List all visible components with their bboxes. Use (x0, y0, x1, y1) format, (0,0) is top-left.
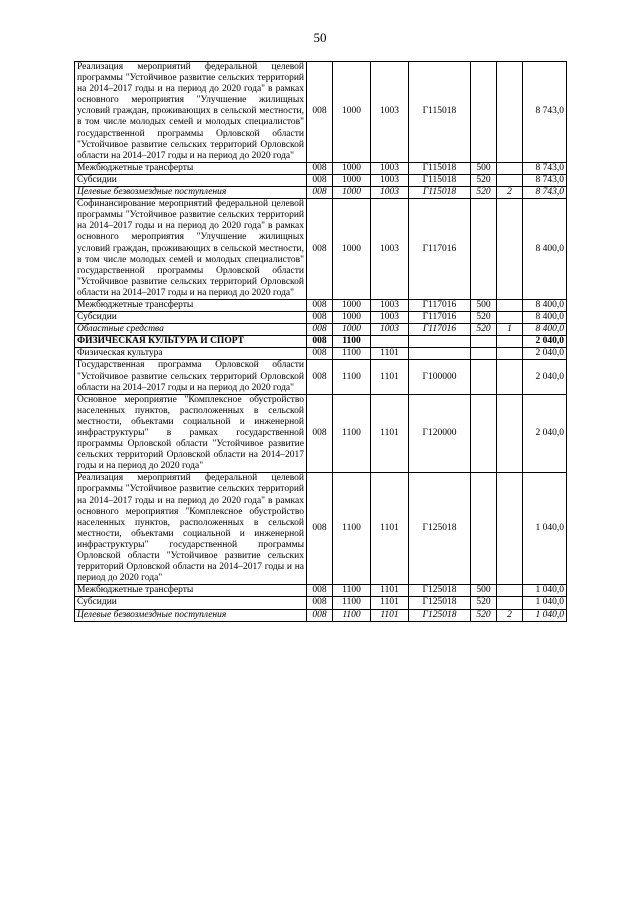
department-code: 008 (307, 174, 333, 186)
target-article-code: Г117016 (409, 199, 471, 300)
subsection-code: 1101 (371, 473, 409, 585)
section-code: 1000 (333, 187, 371, 199)
expense-type-code (471, 473, 497, 585)
subsection-code: 1003 (371, 324, 409, 336)
row-description: Реализация мероприятий федеральной целевой программы "Устойчивое развитие сельских территорий на 2014–2017 годы и на период до 2020 года" в рамках основного мероприятия "Комплексное обустройство населенных пунктов, расположенных в сельской местности, объектами социальной и инженерной инфраструктуры" государственной программы Орловской области "Устойчивое развитие сельских территорий Орловской области на 2014–2017 годы и на период до 2020 года" (75, 473, 307, 585)
amount: 1 040,0 (523, 609, 567, 621)
funding-source-code (497, 585, 523, 597)
page-number: 50 (313, 30, 327, 45)
department-code: 008 (307, 348, 333, 360)
subsection-code: 1003 (371, 174, 409, 186)
row-description: Межбюджетные трансферты (75, 299, 307, 311)
row-description: ФИЗИЧЕСКАЯ КУЛЬТУРА И СПОРТ (75, 336, 307, 348)
funding-source-code (497, 299, 523, 311)
subsection-code: 1101 (371, 609, 409, 621)
section-code: 1000 (333, 62, 371, 163)
row-description: Областные средства (75, 324, 307, 336)
target-article-code (409, 336, 471, 348)
subsection-code: 1101 (371, 597, 409, 609)
subsection-code: 1101 (371, 360, 409, 394)
expense-type-code (471, 199, 497, 300)
department-code: 008 (307, 394, 333, 473)
department-code: 008 (307, 336, 333, 348)
funding-source-code: 2 (497, 187, 523, 199)
section-code: 1000 (333, 162, 371, 174)
table-row (75, 162, 567, 174)
table-row (75, 299, 567, 311)
amount: 8 743,0 (523, 162, 567, 174)
expense-type-code: 520 (471, 187, 497, 199)
target-article-code: Г117016 (409, 299, 471, 311)
funding-source-code: 1 (497, 324, 523, 336)
budget-table (74, 61, 567, 622)
row-description: Физическая культура (75, 348, 307, 360)
subsection-code: 1003 (371, 162, 409, 174)
target-article-code: Г125018 (409, 473, 471, 585)
section-code: 1100 (333, 473, 371, 585)
target-article-code: Г120000 (409, 394, 471, 473)
funding-source-code: 2 (497, 609, 523, 621)
section-code: 1100 (333, 360, 371, 394)
target-article-code: Г125018 (409, 609, 471, 621)
department-code: 008 (307, 609, 333, 621)
amount: 8 400,0 (523, 199, 567, 300)
funding-source-code (497, 174, 523, 186)
expense-type-code: 520 (471, 174, 497, 186)
department-code: 008 (307, 187, 333, 199)
section-code: 1000 (333, 312, 371, 324)
expense-type-code: 520 (471, 312, 497, 324)
row-description: Целевые безвозмездные поступления (75, 609, 307, 621)
target-article-code: Г125018 (409, 597, 471, 609)
expense-type-code (471, 62, 497, 163)
amount: 8 400,0 (523, 312, 567, 324)
section-code: 1100 (333, 394, 371, 473)
section-code: 1000 (333, 199, 371, 300)
target-article-code: Г115018 (409, 187, 471, 199)
expense-type-code (471, 394, 497, 473)
funding-source-code (497, 348, 523, 360)
target-article-code: Г100000 (409, 360, 471, 394)
department-code: 008 (307, 199, 333, 300)
amount: 8 743,0 (523, 187, 567, 199)
table-row (75, 597, 567, 609)
subsection-code: 1003 (371, 312, 409, 324)
funding-source-code (497, 336, 523, 348)
subsection-code: 1101 (371, 394, 409, 473)
row-description: Софинансирование мероприятий федеральной целевой программы "Устойчивое развитие сельских территорий на 2014–2017 годы и на период до 2020 года" в рамках основного мероприятия "Улучшение жилищных условий граждан, проживающих в сельской местности, в том числе молодых семей и молодых специалистов" государственной программы Орловской области "Устойчивое развитие сельских территорий Орловской области на 2014–2017 годы и на период до 2020 года" (75, 199, 307, 300)
funding-source-code (497, 162, 523, 174)
amount: 2 040,0 (523, 394, 567, 473)
department-code: 008 (307, 312, 333, 324)
expense-type-code: 500 (471, 299, 497, 311)
subsection-code: 1003 (371, 187, 409, 199)
funding-source-code (497, 312, 523, 324)
funding-source-code (497, 360, 523, 394)
row-description: Субсидии (75, 174, 307, 186)
department-code: 008 (307, 162, 333, 174)
table-row (75, 62, 567, 163)
amount: 8 743,0 (523, 174, 567, 186)
department-code: 008 (307, 324, 333, 336)
section-code: 1100 (333, 336, 371, 348)
amount: 1 040,0 (523, 597, 567, 609)
table-body (75, 62, 567, 622)
table-row (75, 394, 567, 473)
row-description: Субсидии (75, 312, 307, 324)
amount: 2 040,0 (523, 360, 567, 394)
amount: 1 040,0 (523, 473, 567, 585)
table-row (75, 609, 567, 621)
section-code: 1100 (333, 585, 371, 597)
target-article-code (409, 348, 471, 360)
row-description: Основное мероприятие "Комплексное обустройство населенных пунктов, расположенных в сельской местности, объектами социальной и инженерной инфраструктуры" в рамках государственной программы Орловской области "Устойчивое развитие сельских территорий Орловской области на 2014–2017 годы и на период до 2020 года" (75, 394, 307, 473)
department-code: 008 (307, 62, 333, 163)
table-row (75, 324, 567, 336)
row-description: Межбюджетные трансферты (75, 162, 307, 174)
funding-source-code (497, 199, 523, 300)
funding-source-code (497, 473, 523, 585)
expense-type-code (471, 360, 497, 394)
expense-type-code (471, 348, 497, 360)
expense-type-code (471, 336, 497, 348)
row-description: Государственная программа Орловской области "Устойчивое развитие сельских территорий Орловской области на 2014–2017 годы и на период до 2020 года" (75, 360, 307, 394)
subsection-code: 1003 (371, 299, 409, 311)
amount: 8 400,0 (523, 324, 567, 336)
expense-type-code: 520 (471, 597, 497, 609)
target-article-code: Г125018 (409, 585, 471, 597)
department-code: 008 (307, 299, 333, 311)
table-row (75, 348, 567, 360)
subsection-code: 1003 (371, 199, 409, 300)
table-row (75, 336, 567, 348)
section-code: 1100 (333, 597, 371, 609)
section-code: 1000 (333, 174, 371, 186)
department-code: 008 (307, 597, 333, 609)
row-description: Межбюджетные трансферты (75, 585, 307, 597)
subsection-code (371, 336, 409, 348)
expense-type-code: 500 (471, 585, 497, 597)
funding-source-code (497, 597, 523, 609)
amount: 2 040,0 (523, 348, 567, 360)
amount: 8 743,0 (523, 62, 567, 163)
expense-type-code: 520 (471, 324, 497, 336)
subsection-code: 1003 (371, 62, 409, 163)
department-code: 008 (307, 360, 333, 394)
row-description: Реализация мероприятий федеральной целевой программы "Устойчивое развитие сельских территорий на 2014–2017 годы и на период до 2020 года" в рамках основного мероприятия "Улучшение жилищных условий граждан, проживающих в сельской местности, в том числе молодых семей и молодых специалистов" государственной программы Орловской области "Устойчивое развитие сельских территорий Орловской области на 2014–2017 годы и на период до 2020 года" (75, 62, 307, 163)
department-code: 008 (307, 585, 333, 597)
funding-source-code (497, 62, 523, 163)
row-description: Целевые безвозмездные поступления (75, 187, 307, 199)
target-article-code: Г115018 (409, 174, 471, 186)
target-article-code: Г117016 (409, 324, 471, 336)
table-row (75, 199, 567, 300)
expense-type-code: 500 (471, 162, 497, 174)
section-code: 1000 (333, 324, 371, 336)
table-row (75, 473, 567, 585)
table-row (75, 585, 567, 597)
subsection-code: 1101 (371, 585, 409, 597)
table-row (75, 360, 567, 394)
target-article-code: Г115018 (409, 162, 471, 174)
row-description: Субсидии (75, 597, 307, 609)
amount: 1 040,0 (523, 585, 567, 597)
amount: 8 400,0 (523, 299, 567, 311)
expense-type-code: 520 (471, 609, 497, 621)
table-row (75, 312, 567, 324)
table-row (75, 187, 567, 199)
funding-source-code (497, 394, 523, 473)
section-code: 1000 (333, 299, 371, 311)
section-code: 1100 (333, 348, 371, 360)
target-article-code: Г117016 (409, 312, 471, 324)
target-article-code: Г115018 (409, 62, 471, 163)
amount: 2 040,0 (523, 336, 567, 348)
department-code: 008 (307, 473, 333, 585)
subsection-code: 1101 (371, 348, 409, 360)
table-row (75, 174, 567, 186)
section-code: 1100 (333, 609, 371, 621)
